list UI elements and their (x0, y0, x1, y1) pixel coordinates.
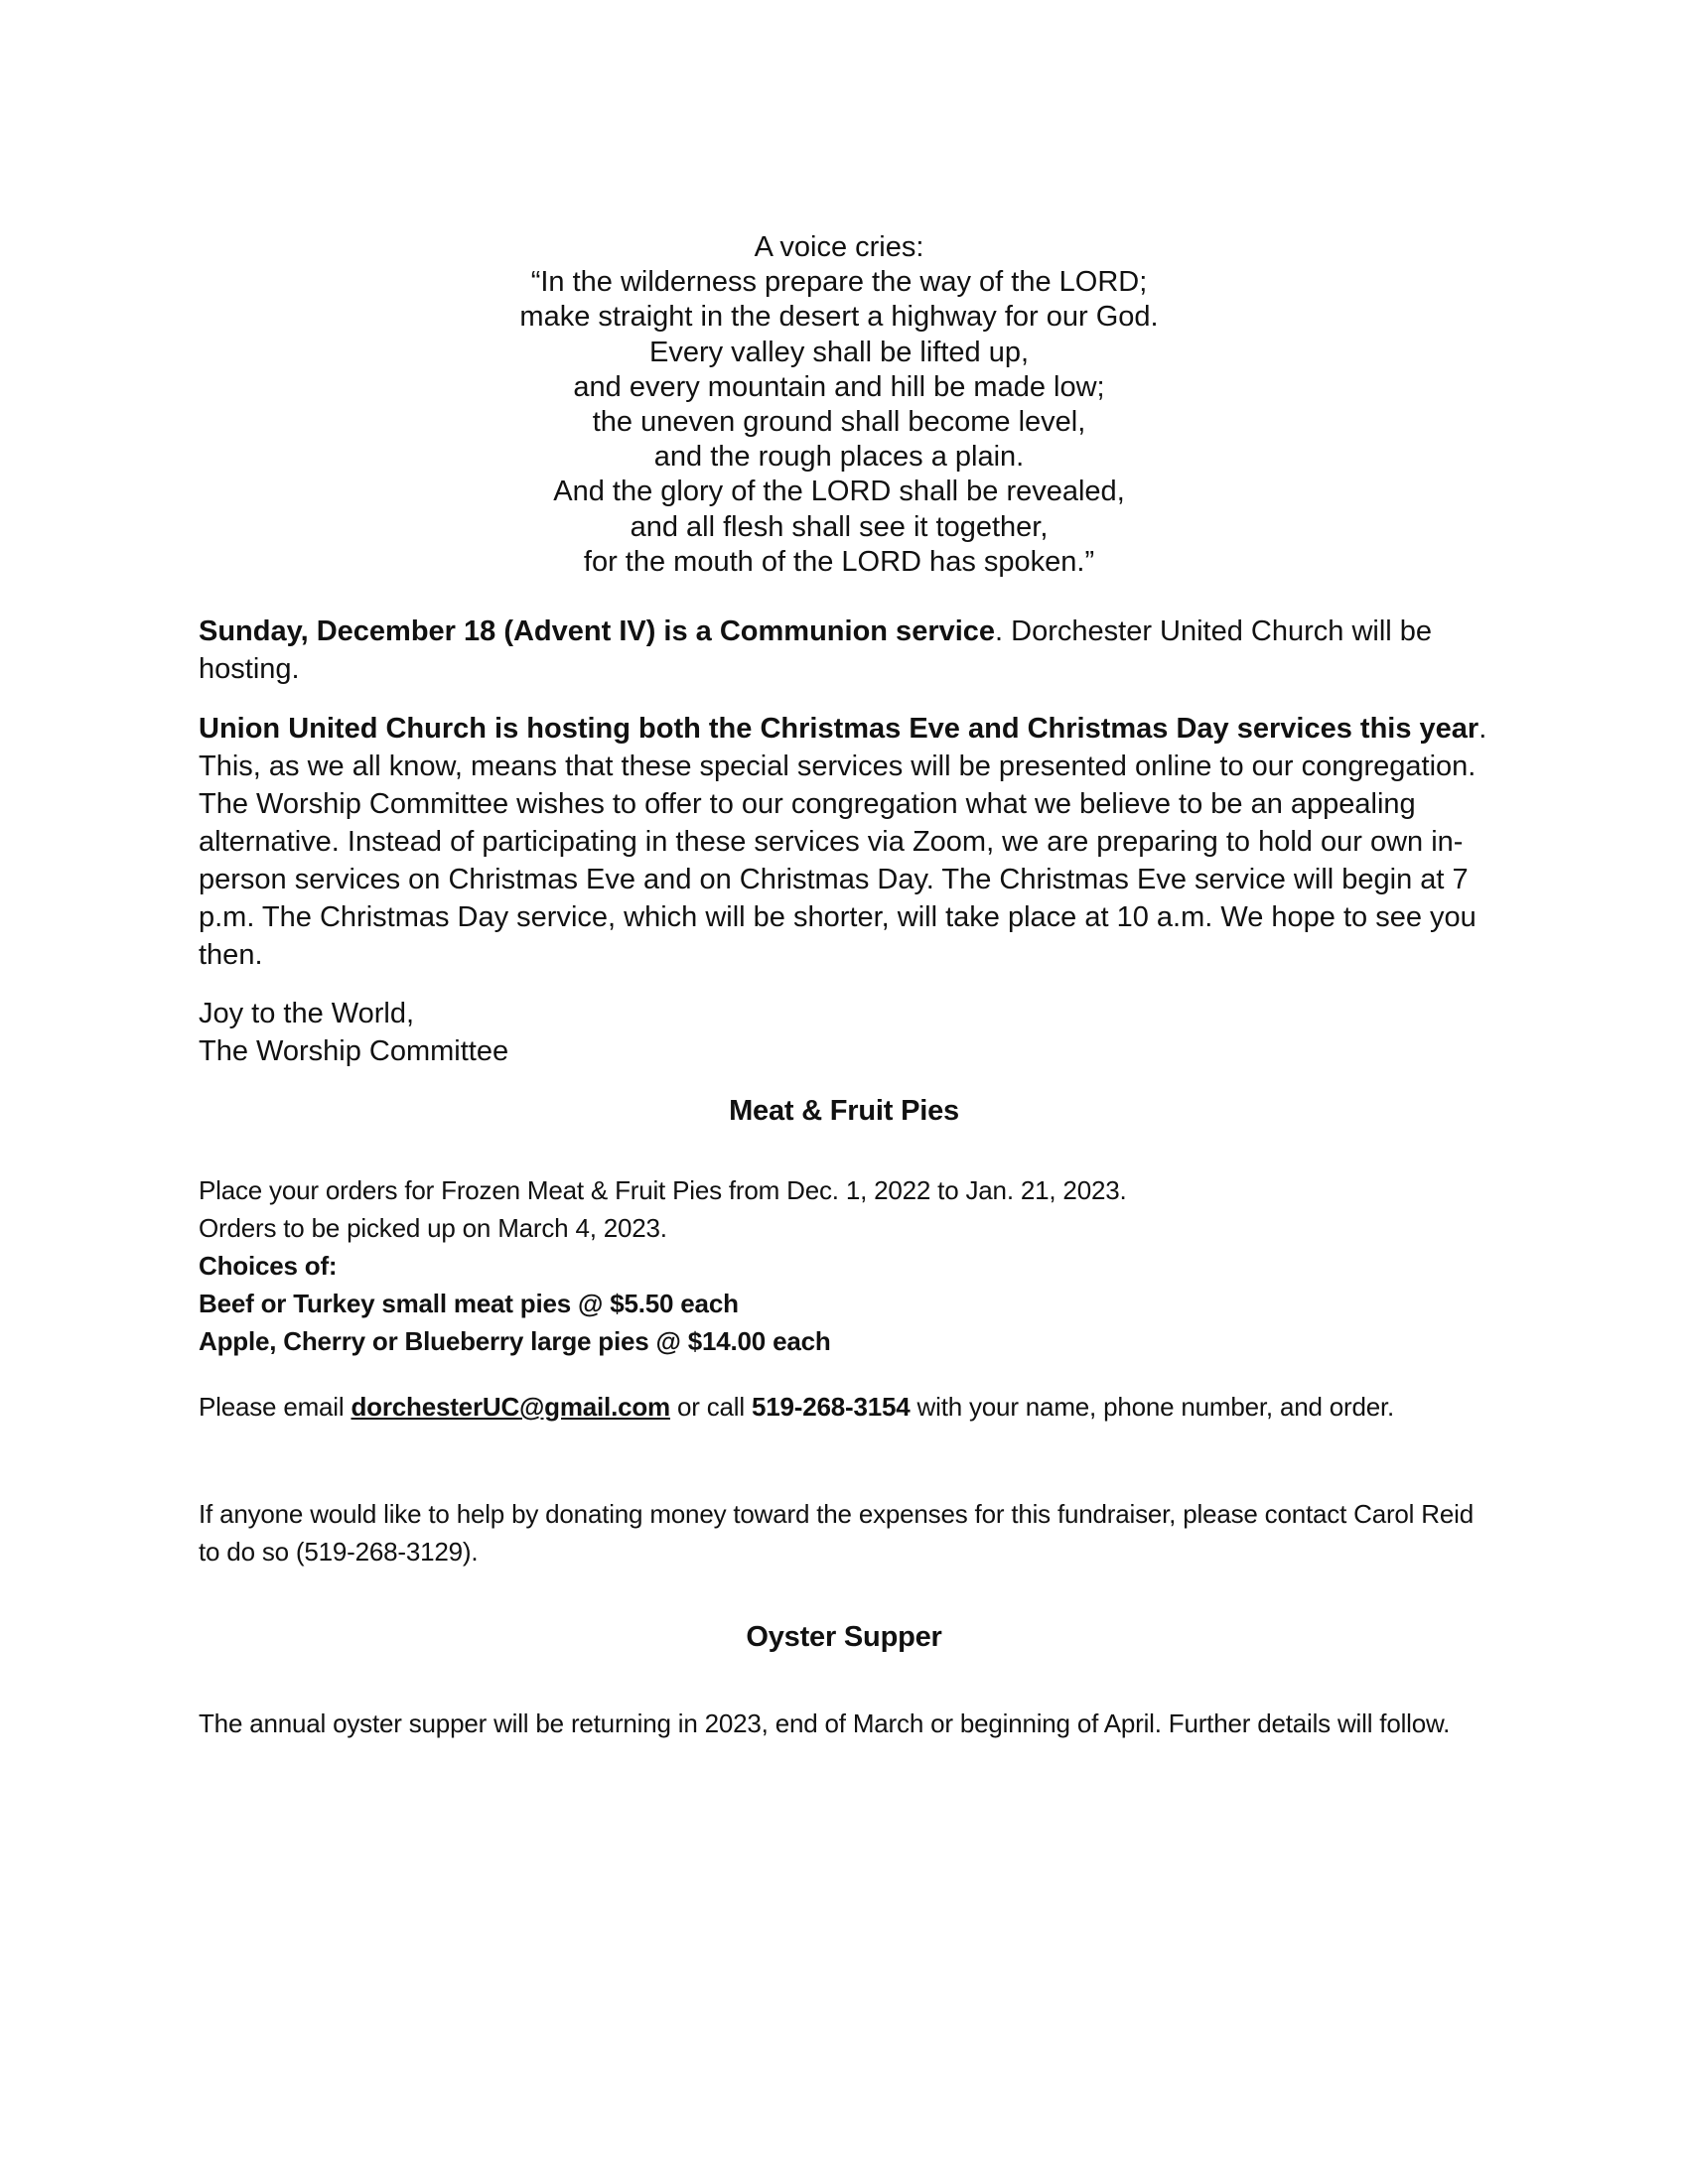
email-suffix: with your name, phone number, and order. (910, 1392, 1395, 1422)
donation-note: If anyone would like to help by donating money toward the expenses for this fundraiser, please contact Carol Reid to do so (519-268-3129). (199, 1499, 1474, 1567)
communion-announcement (199, 613, 1489, 688)
choice-fruit-pies: Apple, Cherry or Blueberry large pies @ $14.00 each (199, 1326, 831, 1356)
oyster-heading: Oyster Supper (746, 1621, 942, 1653)
signoff-committee: The Worship Committee (199, 1035, 509, 1067)
choices-label: Choices of: (199, 1251, 338, 1281)
pies-order-info (199, 1171, 1489, 1360)
pies-heading: Meat & Fruit Pies (729, 1095, 959, 1127)
call-text: or call (669, 1392, 752, 1422)
signoff (199, 995, 1489, 1070)
communion-rest-text: . Dorchester United Church will be hosting. (199, 615, 1433, 685)
choice-meat-pies: Beef or Turkey small meat pies @ $5.50 each (199, 1289, 739, 1318)
order-dates: Place your orders for Frozen Meat & Fruit Pies from Dec. 1, 2022 to Jan. 21, 2023. (199, 1175, 1127, 1205)
verse-line: the uneven ground shall become level, (592, 406, 1086, 439)
signoff-greeting: Joy to the World, (199, 998, 415, 1029)
verse-line: for the mouth of the LORD has spoken.” (583, 545, 1095, 578)
union-rest-text: . This, as we all know, means that these special services will be presented online to our congregation. The Worship Committee wishes to offer to our congregation what we believe to be an appealing alternative. Instead of participating in these services via Zoom, we are preparing to hold our own in-person services on Christmas Eve and on Christmas Day. The Christmas Eve service will begin at 7 p.m. The Christmas Day service, which will be shorter, will take place at 10 a.m. We hope to see you then. (199, 713, 1487, 971)
scripture-verse (199, 230, 1479, 580)
verse-line: “In the wilderness prepare the way of the LORD; (530, 266, 1148, 299)
communion-bold-text: Sunday, December 18 (Advent IV) is a Communion service (199, 615, 996, 647)
pickup-date: Orders to be picked up on March 4, 2023. (199, 1213, 667, 1243)
verse-line: and the rough places a plain. (653, 441, 1025, 474)
verse-line: A voice cries: (754, 231, 924, 263)
pies-contact (199, 1388, 1489, 1426)
union-bold-text: Union United Church is hosting both the Christmas Eve and Christmas Day services this year (199, 713, 1479, 745)
phone-number: 519-268-3154 (751, 1392, 911, 1422)
email-link[interactable]: dorchesterUC@gmail.com (351, 1392, 670, 1422)
verse-line: and every mountain and hill be made low; (573, 370, 1105, 403)
verse-line: make straight in the desert a highway for our God. (519, 301, 1159, 334)
verse-line: Every valley shall be lifted up, (648, 336, 1030, 368)
oyster-text: The annual oyster supper will be returning in 2023, end of March or beginning of April. Further details will follow. (199, 1708, 1451, 1738)
verse-line: and all flesh shall see it together, (630, 510, 1049, 543)
verse-line: And the glory of the LORD shall be revealed, (553, 476, 1125, 508)
christmas-services-announcement (199, 710, 1489, 974)
email-prefix: Please email (199, 1392, 352, 1422)
